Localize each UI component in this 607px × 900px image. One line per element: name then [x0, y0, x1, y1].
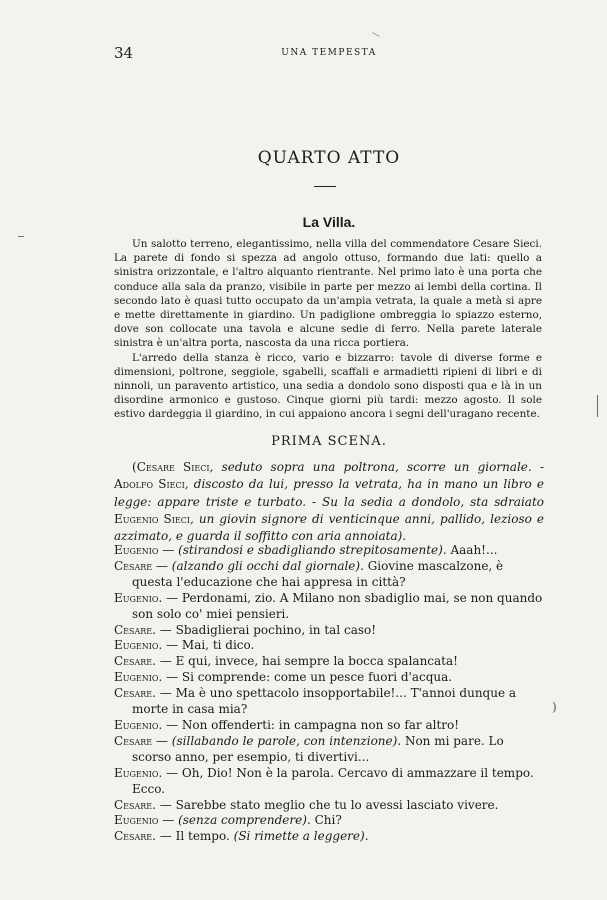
line-text: Sarebbe stato meglio che tu lo avessi lasciato vivere.	[175, 797, 499, 812]
character-name: Eugenio Sieci	[114, 511, 191, 526]
dash: . —	[158, 638, 182, 653]
page-number: 34	[114, 44, 134, 62]
dialogue-line	[114, 591, 544, 623]
setting-description	[114, 237, 542, 422]
speaker: Eugenio	[114, 765, 159, 780]
direction: (Si rimette a leggere)	[233, 829, 365, 844]
dialogue-line	[114, 686, 544, 718]
line-text: . Aaah!...	[442, 543, 498, 557]
speaker: Cesare	[114, 654, 153, 669]
speaker: Cesare	[114, 797, 153, 812]
dialogue-line	[114, 623, 544, 639]
dialogue	[114, 543, 544, 845]
title-rule	[314, 186, 336, 187]
dialogue-line	[114, 718, 544, 734]
speaker: Cesare	[114, 622, 153, 637]
dash: . —	[158, 765, 182, 780]
running-title: UNA TEMPESTA	[281, 48, 377, 58]
scan-mark-left	[18, 236, 24, 237]
line-text: Si comprende: come un pesce fuori d'acqua.	[181, 670, 453, 685]
separator: -	[531, 460, 544, 474]
dash: —	[152, 558, 172, 573]
dash: —	[158, 813, 179, 828]
line-text: Mai, ti dico.	[181, 638, 255, 653]
speaker: Eugenio	[114, 590, 159, 605]
direction-text: , discosto da lui, presso la vetrata, ha in mano un libro e legge: appare triste e turbato.	[114, 477, 544, 509]
speaker: Cesare	[114, 733, 153, 748]
speaker: Cesare	[114, 558, 153, 573]
direction: (senza comprendere)	[178, 813, 307, 828]
separator: -	[306, 494, 323, 509]
act-title: QUARTO ATTO	[257, 148, 401, 168]
dialogue-line	[114, 559, 544, 591]
dialogue-line	[114, 543, 544, 559]
stage-direction	[114, 459, 544, 545]
dash: —	[152, 733, 172, 748]
dialogue-line	[114, 798, 544, 814]
paren-open: (	[132, 460, 137, 474]
line-text: . Giovine mascalzone, è questa l'educazione che hai appresa in città?	[132, 558, 504, 589]
direction-text: , un giovin signore di venticinque anni, pallido, lezioso e azzimato, e guarda il soffitto con aria annoiata).	[114, 511, 545, 544]
line-text: E qui, invece, hai sempre la bocca spalancata!	[175, 654, 458, 669]
dialogue-line	[114, 734, 544, 766]
dash: . —	[152, 829, 176, 844]
scene-title: PRIMA SCENA.	[271, 434, 387, 449]
dash: . —	[152, 797, 176, 812]
direction-text: Su la sedia a dondolo, sta sdraiato	[322, 494, 544, 509]
speaker: Eugenio	[114, 813, 159, 828]
direction-text: , seduto sopra una poltrona, scorre un giornale.	[209, 460, 532, 474]
character-name: Adolfo Sieci	[114, 477, 185, 492]
dash: . —	[158, 670, 182, 685]
direction: (stirandosi e sbadigliando strepitosamente)	[178, 543, 443, 557]
dash: . —	[158, 590, 182, 605]
line-text: Oh, Dio! Non è la parola. Cercavo di ammazzare il tempo. Ecco.	[132, 765, 534, 796]
dash: —	[158, 543, 179, 557]
dialogue-line	[114, 829, 544, 845]
direction: (alzando gli occhi dal giornale)	[171, 558, 361, 573]
dash: . —	[152, 654, 176, 669]
dialogue-line	[114, 654, 544, 670]
line-text: Sbadiglierai pochino, in tal caso!	[175, 622, 377, 637]
dialogue-line	[114, 670, 544, 686]
line-text: Perdonami, zio. A Milano non sbadiglio mai, se non quando son solo co' miei pensieri.	[132, 590, 543, 621]
line-text: Ma è uno spettacolo insopportabile!... T'annoi dunque a morte in casa mia?	[132, 686, 517, 717]
speaker: Cesare	[114, 829, 153, 844]
dash: . —	[158, 717, 182, 732]
dialogue-line	[114, 766, 544, 798]
paragraph: L'arredo della stanza è ricco, vario e bizzarro: tavole di diverse forme e dimensioni, poltrone, seggiole, sgabelli, scaffali e armadietti ripieni di libri e di ninnoli, un paravento artistico, una sedia a dondolo sono disposti qua e là in un disordine armonico e gustoso. Cinque giorni più tardi: mezzo agosto. Il sole estivo dardeggia il giardino, in cui appaiono ancora i segni dell'uragano recente.	[114, 351, 542, 421]
speaker: Eugenio	[114, 670, 159, 685]
dialogue-line	[114, 813, 544, 829]
scan-edge-bar	[597, 395, 598, 417]
scan-mark-top	[372, 32, 379, 37]
line-text: Il tempo.	[175, 829, 234, 844]
dash: . —	[152, 686, 176, 701]
line-tail: .	[364, 829, 369, 844]
page-header	[114, 44, 544, 64]
dialogue-line	[114, 638, 544, 654]
section-title: La Villa.	[302, 214, 356, 230]
speaker: Eugenio	[114, 638, 159, 653]
character-name: Cesare Sieci	[136, 460, 210, 474]
paragraph: Un salotto terreno, elegantissimo, nella villa del commendatore Cesare Sieci. La parete di fondo si spezza ad angolo ottuso, formando due lati: quello a sinistra orizzontale, e l'altro alquanto rientrante. Nel primo lato è una porta che conduce alla sala da pranzo, visibile in parte per mezzo ai lembi della cortina. Il secondo lato è quasi tutto occupato da un'ampia vetrata, la quale a metà si apre e mette direttamente in giardino. Un padiglione ombreggia lo spiazzo esterno, dove son collocate una tavola e alcune sedie di ferro. Nella parete laterale sinistra è un'altra porta, nascosta da una ricca portiera.	[114, 238, 542, 350]
direction: (sillabando le parole, con intenzione)	[171, 733, 398, 748]
speaker: Eugenio	[114, 717, 159, 732]
line-text: . Non mi pare. Lo scorso anno, per esempio, ti divertivi...	[132, 733, 504, 764]
line-text: Non offenderti: in campagna non so far altro!	[181, 717, 460, 732]
speaker: Cesare	[114, 686, 153, 701]
line-text: . Chi?	[306, 813, 342, 828]
speaker: Eugenio	[114, 543, 159, 557]
dash: . —	[152, 622, 176, 637]
margin-mark: )	[552, 700, 557, 714]
